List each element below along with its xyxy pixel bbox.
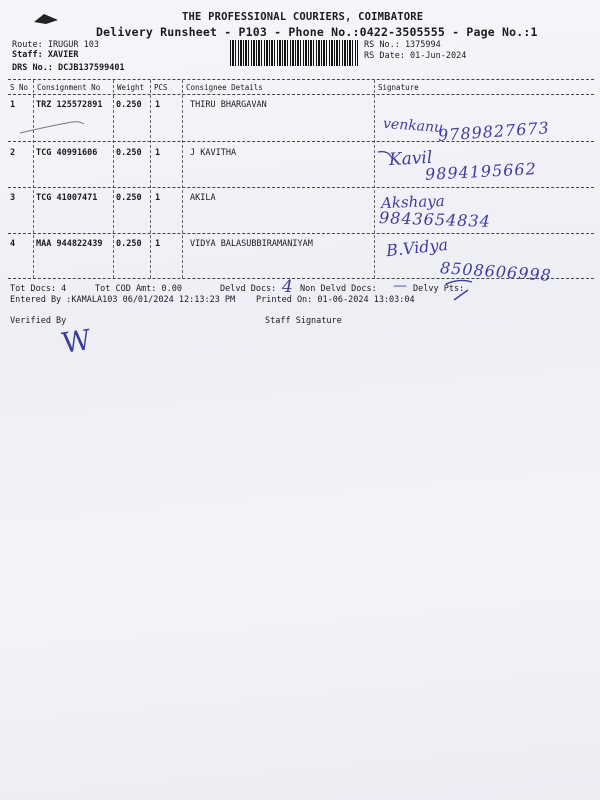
non-delivered-label: Non Delvd Docs: [300, 284, 377, 294]
signature-name: Akshaya [380, 191, 445, 213]
rs-date: RS Date: 01-Jun-2024 [364, 51, 467, 61]
row-consignee: AKILA [190, 193, 216, 203]
verified-by-label: Verified By [10, 316, 67, 326]
signature-phone: 9843654834 [378, 208, 492, 231]
printed-on: Printed On: 01-06-2024 13:03:04 [256, 295, 415, 305]
company-name: THE PROFESSIONAL COURIERS, COIMBATORE [182, 11, 424, 23]
non-delivered-handwritten: — [393, 278, 407, 294]
route-label: Route: IRUGUR 103 [12, 40, 99, 50]
col-weight: Weight [117, 83, 145, 92]
signature-phone: 8508606998 [439, 258, 553, 285]
row-consignment: TCG 40991606 [36, 148, 98, 158]
tot-cod-amount: Tot COD Amt: 0.00 [95, 284, 182, 294]
signature-phone: 9894195662 [424, 159, 538, 184]
row-sno: 1 [10, 100, 16, 110]
row-sno: 2 [10, 148, 16, 158]
row-sno: 3 [10, 193, 16, 203]
row-pcs: 1 [155, 193, 161, 203]
signature-flourish [378, 152, 392, 158]
row-pcs: 1 [155, 239, 161, 249]
delivered-docs-handwritten: 4 [282, 277, 293, 297]
pencil-stroke [20, 122, 84, 133]
corner-mark [34, 14, 58, 24]
tot-docs: Tot Docs: 4 [10, 284, 67, 294]
row-pcs: 1 [155, 100, 161, 110]
entered-by: Entered By :KAMALA103 06/01/2024 12:13:23 PM [10, 295, 236, 305]
staff-signature-label: Staff Signature [265, 316, 342, 326]
delivery-points-stroke [446, 280, 472, 284]
rs-number: RS No.: 1375994 [364, 40, 441, 50]
signature-name: Kavil [388, 147, 433, 171]
signature-name: B.Vidya [385, 234, 449, 261]
row-consignee: THIRU BHARGAVAN [190, 100, 267, 110]
col-consignee: Consignee Details [186, 83, 263, 92]
row-weight: 0.250 [116, 100, 142, 110]
staff-label: Staff: XAVIER [12, 50, 79, 60]
row-consignment: MAA 944822439 [36, 239, 103, 249]
signature-phone: 9789827673 [437, 118, 551, 145]
col-sno: S No [10, 83, 29, 92]
row-weight: 0.250 [116, 239, 142, 249]
row-sno: 4 [10, 239, 16, 249]
delivery-points-tick [454, 290, 468, 300]
delivery-points-label: Delvy Pts: [413, 284, 465, 294]
row-weight: 0.250 [116, 148, 142, 158]
row-consignment: TCG 41007471 [36, 193, 98, 203]
row-weight: 0.250 [116, 193, 142, 203]
row-consignee: J KAVITHA [190, 148, 237, 158]
row-consignee: VIDYA BALASUBBIRAMANIYAM [190, 239, 313, 249]
signature-name: venkanu [382, 115, 444, 137]
col-signature: Signature [378, 83, 419, 92]
verified-by-signature: W [59, 323, 93, 360]
row-consignment: TRZ 125572891 [36, 100, 103, 110]
runsheet-subtitle: Delivery Runsheet - P103 - Phone No.:0422-3505555 - Page No.:1 [96, 25, 538, 39]
delivered-docs-label: Delvd Docs: [220, 284, 277, 294]
col-pcs: PCS [154, 83, 168, 92]
row-pcs: 1 [155, 148, 161, 158]
drs-number: DRS No.: DCJB137599401 [12, 63, 125, 73]
col-consignment: Consignment No [37, 83, 101, 92]
